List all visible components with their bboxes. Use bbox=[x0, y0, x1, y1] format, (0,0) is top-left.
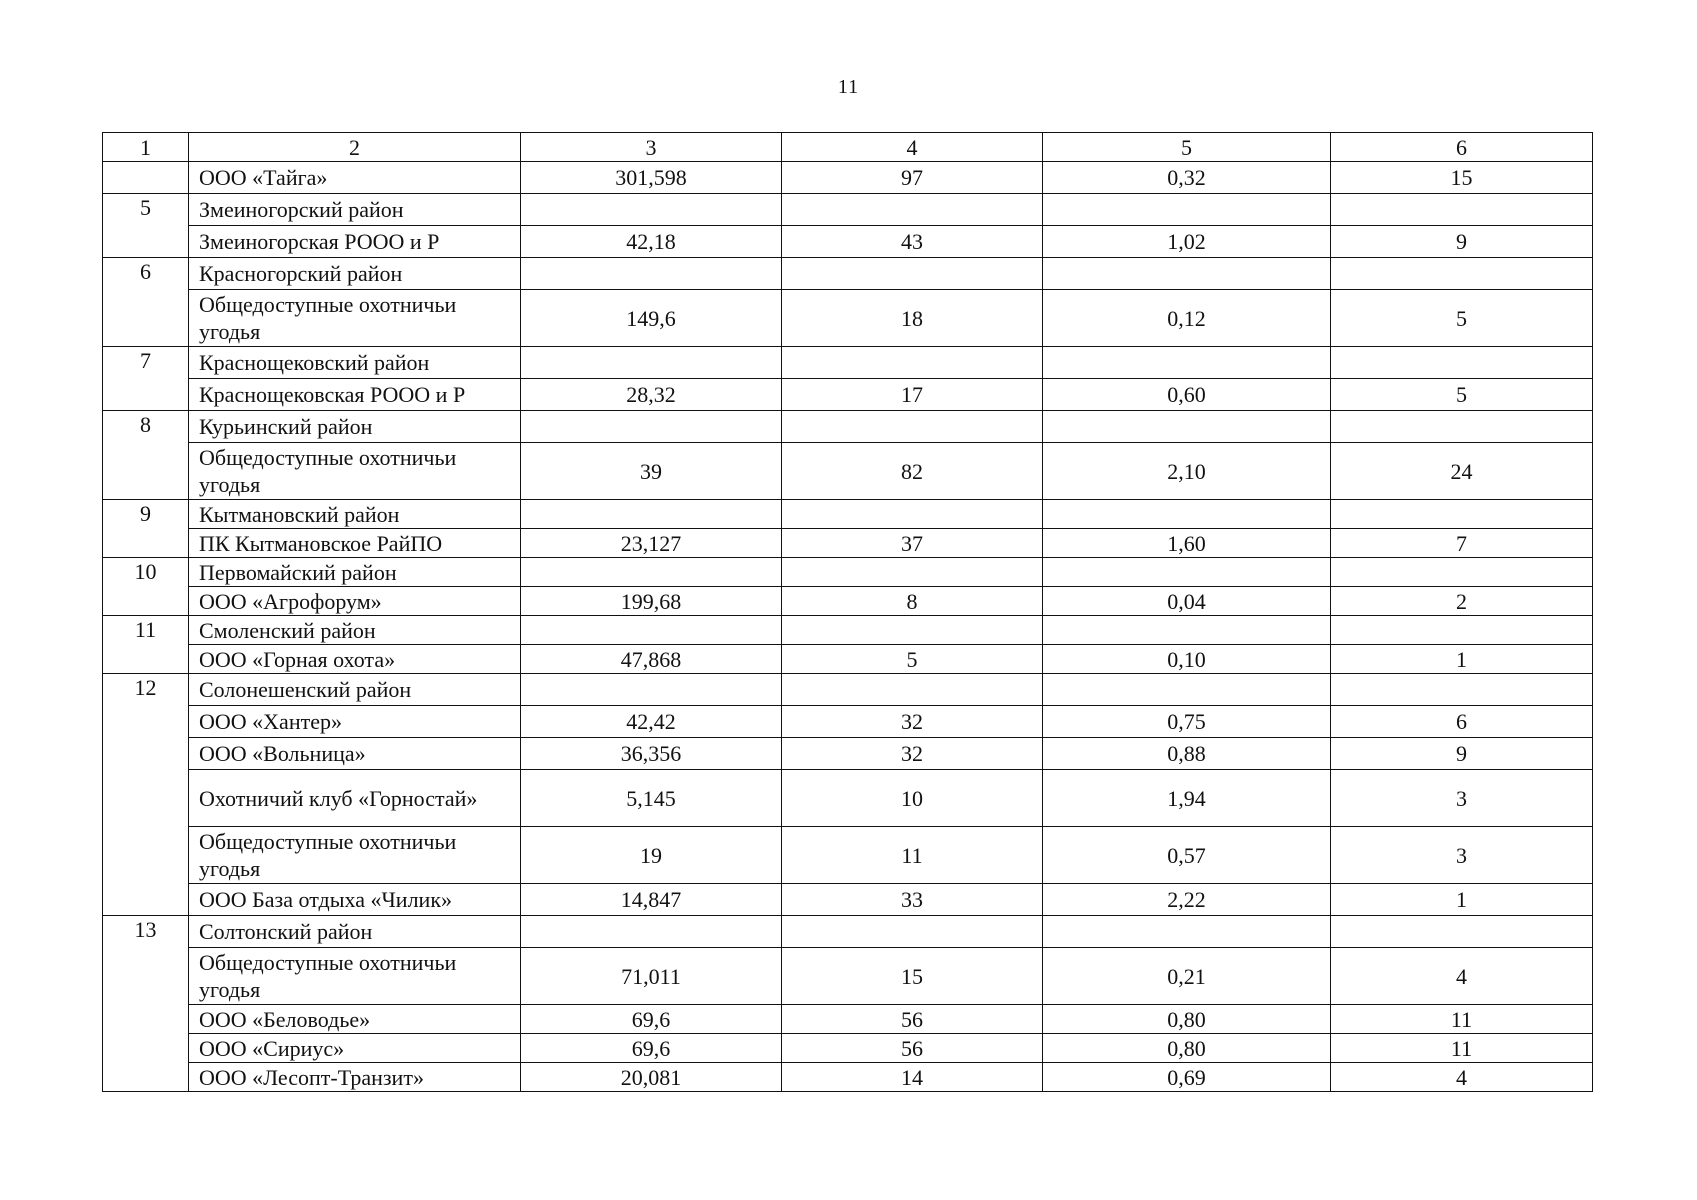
row-number: 5 bbox=[103, 194, 189, 258]
value-c5: 0,21 bbox=[1043, 948, 1331, 1005]
table-row bbox=[103, 379, 1593, 411]
district-row bbox=[103, 258, 1593, 290]
value-c4: 32 bbox=[782, 738, 1043, 770]
value-c5: 0,57 bbox=[1043, 827, 1331, 884]
entity-name: ООО «Беловодье» bbox=[189, 1005, 521, 1034]
value-c4: 8 bbox=[782, 587, 1043, 616]
value-c6: 11 bbox=[1331, 1005, 1593, 1034]
value-c3: 69,6 bbox=[521, 1034, 782, 1063]
value-c4: 56 bbox=[782, 1005, 1043, 1034]
value-c3: 28,32 bbox=[521, 379, 782, 411]
row-number bbox=[103, 162, 189, 194]
empty-cell bbox=[1331, 500, 1593, 529]
table-row bbox=[103, 738, 1593, 770]
value-c3: 69,6 bbox=[521, 1005, 782, 1034]
value-c6: 6 bbox=[1331, 706, 1593, 738]
empty-cell bbox=[782, 411, 1043, 443]
value-c5: 0,80 bbox=[1043, 1005, 1331, 1034]
value-c5: 2,10 bbox=[1043, 443, 1331, 500]
empty-cell bbox=[1043, 347, 1331, 379]
entity-name: ООО «Сириус» bbox=[189, 1034, 521, 1063]
table-row bbox=[103, 290, 1593, 347]
table-header-row bbox=[103, 133, 1593, 162]
value-c5: 1,60 bbox=[1043, 529, 1331, 558]
value-c4: 18 bbox=[782, 290, 1043, 347]
value-c4: 43 bbox=[782, 226, 1043, 258]
value-c5: 0,10 bbox=[1043, 645, 1331, 674]
value-c3: 14,847 bbox=[521, 884, 782, 916]
district-name: Смоленский район bbox=[189, 616, 521, 645]
empty-cell bbox=[1331, 258, 1593, 290]
value-c5: 0,69 bbox=[1043, 1063, 1331, 1092]
value-c3: 42,42 bbox=[521, 706, 782, 738]
entity-name: Общедоступные охотничьи угодья bbox=[189, 443, 521, 500]
value-c6: 5 bbox=[1331, 290, 1593, 347]
entity-name: Охотничий клуб «Горностай» bbox=[189, 770, 521, 827]
value-c4: 5 bbox=[782, 645, 1043, 674]
value-c5: 0,32 bbox=[1043, 162, 1331, 194]
table-row bbox=[103, 645, 1593, 674]
column-number-3: 3 bbox=[521, 133, 782, 162]
value-c3: 301,598 bbox=[521, 162, 782, 194]
empty-cell bbox=[782, 616, 1043, 645]
value-c6: 15 bbox=[1331, 162, 1593, 194]
entity-name: ООО «Тайга» bbox=[189, 162, 521, 194]
value-c3: 199,68 bbox=[521, 587, 782, 616]
value-c5: 0,75 bbox=[1043, 706, 1331, 738]
empty-cell bbox=[1331, 194, 1593, 226]
empty-cell bbox=[1043, 258, 1331, 290]
empty-cell bbox=[1331, 347, 1593, 379]
value-c6: 1 bbox=[1331, 884, 1593, 916]
data-table bbox=[102, 132, 1593, 1092]
entity-name: Общедоступные охотничьи угодья bbox=[189, 290, 521, 347]
empty-cell bbox=[521, 194, 782, 226]
district-row bbox=[103, 558, 1593, 587]
value-c6: 5 bbox=[1331, 379, 1593, 411]
empty-cell bbox=[1331, 558, 1593, 587]
district-row bbox=[103, 500, 1593, 529]
empty-cell bbox=[1043, 674, 1331, 706]
empty-cell bbox=[521, 500, 782, 529]
district-row bbox=[103, 616, 1593, 645]
empty-cell bbox=[1043, 916, 1331, 948]
row-number: 9 bbox=[103, 500, 189, 558]
table-row bbox=[103, 948, 1593, 1005]
entity-name: ООО «Вольница» bbox=[189, 738, 521, 770]
empty-cell bbox=[521, 347, 782, 379]
empty-cell bbox=[521, 674, 782, 706]
empty-cell bbox=[521, 258, 782, 290]
district-row bbox=[103, 194, 1593, 226]
district-row bbox=[103, 674, 1593, 706]
value-c4: 56 bbox=[782, 1034, 1043, 1063]
district-name: Солтонский район bbox=[189, 916, 521, 948]
value-c6: 24 bbox=[1331, 443, 1593, 500]
empty-cell bbox=[782, 916, 1043, 948]
value-c6: 11 bbox=[1331, 1034, 1593, 1063]
value-c3: 71,011 bbox=[521, 948, 782, 1005]
value-c4: 97 bbox=[782, 162, 1043, 194]
value-c6: 4 bbox=[1331, 1063, 1593, 1092]
value-c3: 20,081 bbox=[521, 1063, 782, 1092]
value-c6: 1 bbox=[1331, 645, 1593, 674]
table-row bbox=[103, 226, 1593, 258]
value-c5: 0,80 bbox=[1043, 1034, 1331, 1063]
entity-name: Общедоступные охотничьи угодья bbox=[189, 948, 521, 1005]
value-c6: 4 bbox=[1331, 948, 1593, 1005]
value-c3: 23,127 bbox=[521, 529, 782, 558]
table-row bbox=[103, 1034, 1593, 1063]
entity-name: ООО «Лесопт-Транзит» bbox=[189, 1063, 521, 1092]
table-row bbox=[103, 162, 1593, 194]
entity-name: Общедоступные охотничьи угодья bbox=[189, 827, 521, 884]
entity-name: Змеиногорская РООО и Р bbox=[189, 226, 521, 258]
column-number-6: 6 bbox=[1331, 133, 1593, 162]
value-c6: 7 bbox=[1331, 529, 1593, 558]
value-c3: 42,18 bbox=[521, 226, 782, 258]
table-row bbox=[103, 1005, 1593, 1034]
value-c4: 32 bbox=[782, 706, 1043, 738]
value-c3: 5,145 bbox=[521, 770, 782, 827]
entity-name: ООО База отдыха «Чилик» bbox=[189, 884, 521, 916]
district-name: Первомайский район bbox=[189, 558, 521, 587]
table-row bbox=[103, 770, 1593, 827]
value-c5: 0,60 bbox=[1043, 379, 1331, 411]
table-row bbox=[103, 827, 1593, 884]
value-c4: 17 bbox=[782, 379, 1043, 411]
column-number-1: 1 bbox=[103, 133, 189, 162]
empty-cell bbox=[521, 916, 782, 948]
district-row bbox=[103, 916, 1593, 948]
table-row bbox=[103, 443, 1593, 500]
value-c5: 0,04 bbox=[1043, 587, 1331, 616]
empty-cell bbox=[782, 500, 1043, 529]
district-name: Кытмановский район bbox=[189, 500, 521, 529]
empty-cell bbox=[521, 616, 782, 645]
entity-name: ООО «Агрофорум» bbox=[189, 587, 521, 616]
value-c3: 36,356 bbox=[521, 738, 782, 770]
value-c4: 10 bbox=[782, 770, 1043, 827]
empty-cell bbox=[782, 558, 1043, 587]
value-c3: 47,868 bbox=[521, 645, 782, 674]
entity-name: Краснощековская РООО и Р bbox=[189, 379, 521, 411]
district-row bbox=[103, 411, 1593, 443]
district-name: Красногорский район bbox=[189, 258, 521, 290]
empty-cell bbox=[1043, 500, 1331, 529]
value-c4: 82 bbox=[782, 443, 1043, 500]
column-number-2: 2 bbox=[189, 133, 521, 162]
district-name: Курьинский район bbox=[189, 411, 521, 443]
value-c5: 0,88 bbox=[1043, 738, 1331, 770]
row-number: 7 bbox=[103, 347, 189, 411]
row-number: 13 bbox=[103, 916, 189, 1092]
column-number-5: 5 bbox=[1043, 133, 1331, 162]
value-c6: 9 bbox=[1331, 738, 1593, 770]
table-row bbox=[103, 587, 1593, 616]
column-number-4: 4 bbox=[782, 133, 1043, 162]
row-number: 11 bbox=[103, 616, 189, 674]
table-row bbox=[103, 884, 1593, 916]
value-c4: 15 bbox=[782, 948, 1043, 1005]
entity-name: ООО «Хантер» bbox=[189, 706, 521, 738]
empty-cell bbox=[521, 411, 782, 443]
empty-cell bbox=[521, 558, 782, 587]
value-c4: 14 bbox=[782, 1063, 1043, 1092]
value-c5: 0,12 bbox=[1043, 290, 1331, 347]
value-c3: 149,6 bbox=[521, 290, 782, 347]
value-c3: 39 bbox=[521, 443, 782, 500]
empty-cell bbox=[1043, 194, 1331, 226]
row-number: 8 bbox=[103, 411, 189, 500]
district-name: Змеиногорский район bbox=[189, 194, 521, 226]
entity-name: ООО «Горная охота» bbox=[189, 645, 521, 674]
table-row bbox=[103, 529, 1593, 558]
empty-cell bbox=[1331, 411, 1593, 443]
row-number: 10 bbox=[103, 558, 189, 616]
value-c6: 9 bbox=[1331, 226, 1593, 258]
entity-name: ПК Кытмановское РайПО bbox=[189, 529, 521, 558]
empty-cell bbox=[1331, 674, 1593, 706]
table-row bbox=[103, 706, 1593, 738]
empty-cell bbox=[782, 258, 1043, 290]
value-c4: 37 bbox=[782, 529, 1043, 558]
empty-cell bbox=[1043, 616, 1331, 645]
data-table-container bbox=[102, 132, 1592, 1092]
value-c6: 2 bbox=[1331, 587, 1593, 616]
district-row bbox=[103, 347, 1593, 379]
empty-cell bbox=[782, 194, 1043, 226]
table-row bbox=[103, 1063, 1593, 1092]
empty-cell bbox=[782, 347, 1043, 379]
district-name: Солонешенский район bbox=[189, 674, 521, 706]
value-c4: 33 bbox=[782, 884, 1043, 916]
empty-cell bbox=[1043, 558, 1331, 587]
district-name: Краснощековский район bbox=[189, 347, 521, 379]
value-c5: 2,22 bbox=[1043, 884, 1331, 916]
value-c5: 1,02 bbox=[1043, 226, 1331, 258]
empty-cell bbox=[1331, 616, 1593, 645]
value-c4: 11 bbox=[782, 827, 1043, 884]
value-c6: 3 bbox=[1331, 770, 1593, 827]
row-number: 6 bbox=[103, 258, 189, 347]
value-c5: 1,94 bbox=[1043, 770, 1331, 827]
value-c3: 19 bbox=[521, 827, 782, 884]
row-number: 12 bbox=[103, 674, 189, 916]
empty-cell bbox=[782, 674, 1043, 706]
page-number: 11 bbox=[837, 76, 860, 98]
table-body bbox=[103, 133, 1593, 1092]
empty-cell bbox=[1331, 916, 1593, 948]
value-c6: 3 bbox=[1331, 827, 1593, 884]
empty-cell bbox=[1043, 411, 1331, 443]
